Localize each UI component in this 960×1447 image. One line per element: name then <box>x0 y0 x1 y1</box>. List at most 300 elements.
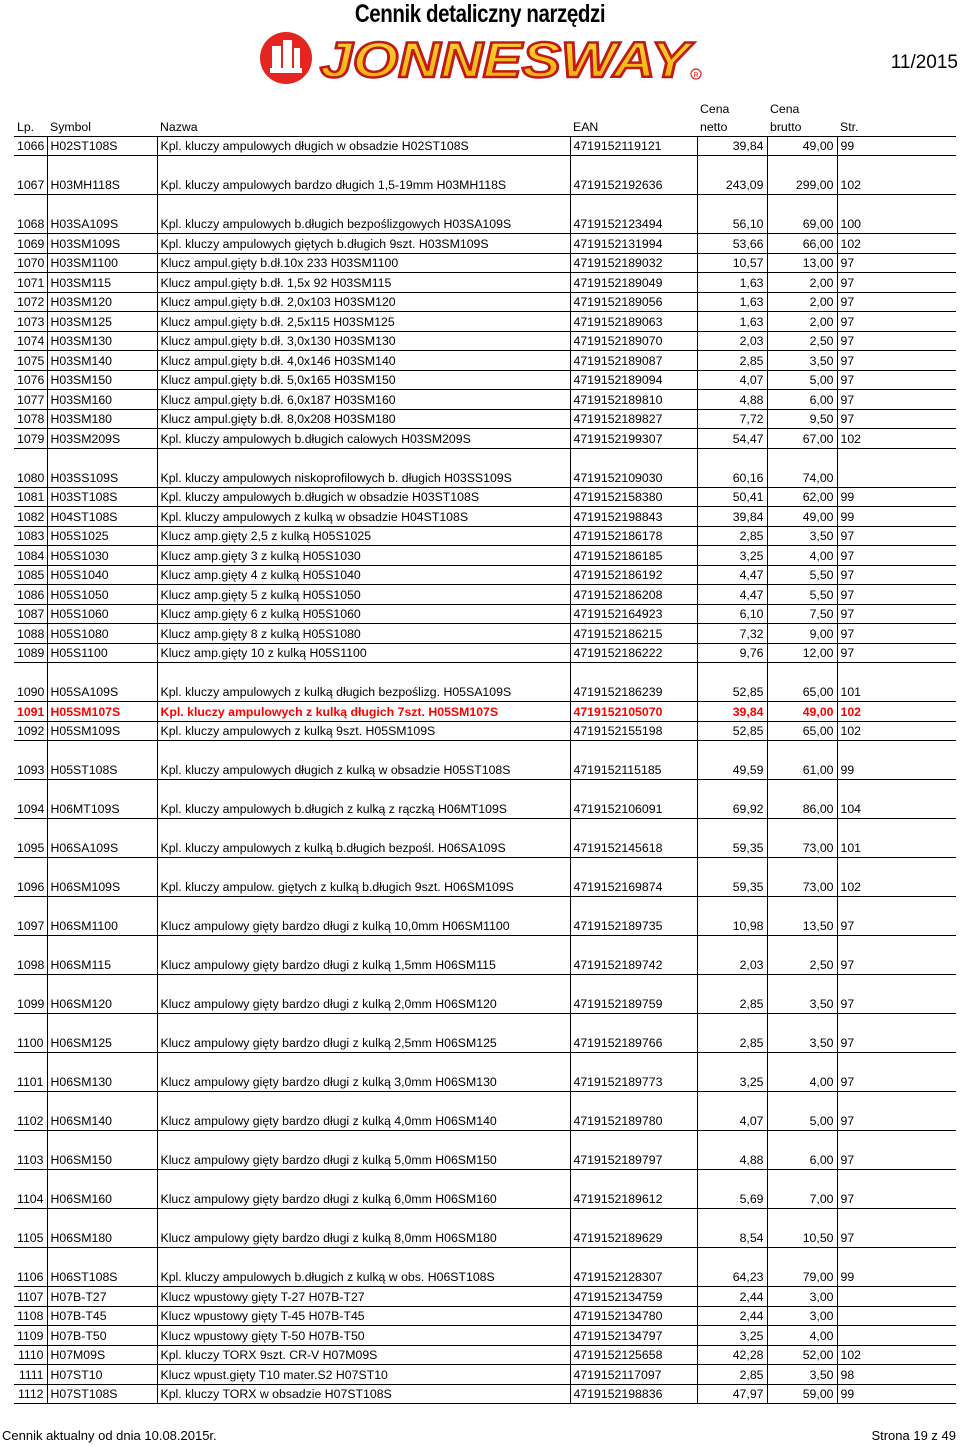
cell-lp: 1103 <box>14 1131 47 1170</box>
cell-str: 97 <box>837 1209 956 1248</box>
cell-symbol: H02ST108S <box>47 136 157 156</box>
table-row <box>14 585 956 605</box>
cell-brutto: 4,00 <box>767 1053 837 1092</box>
table-row <box>14 643 956 663</box>
cell-lp: 1082 <box>14 507 47 527</box>
col-header-brutto-bottom: brutto <box>770 119 802 134</box>
cell-str: 97 <box>837 1053 956 1092</box>
cell-lp: 1090 <box>14 663 47 702</box>
cell-nazwa: Klucz ampulowy gięty bardzo długi z kulką 3,0mm H06SM130 <box>157 1053 570 1092</box>
table-row <box>14 936 956 975</box>
col-header-lp: Lp. <box>14 96 47 136</box>
cell-ean: 4719152189070 <box>570 331 697 351</box>
cell-lp: 1083 <box>14 526 47 546</box>
cell-nazwa: Klucz ampulowy gięty bardzo długi z kulką 1,5mm H06SM115 <box>157 936 570 975</box>
table-row <box>14 1014 956 1053</box>
cell-lp: 1079 <box>14 429 47 449</box>
cell-ean: 4719152189797 <box>570 1131 697 1170</box>
issue-date: 11/2015 <box>890 52 958 73</box>
cell-nazwa: Klucz wpust.gięty T10 mater.S2 H07ST10 <box>157 1365 570 1385</box>
cell-str: 97 <box>837 1170 956 1209</box>
cell-symbol: H03SM180 <box>47 409 157 429</box>
cell-lp: 1069 <box>14 234 47 254</box>
cell-nazwa: Klucz amp.gięty 8 z kulką H05S1080 <box>157 624 570 644</box>
cell-netto: 6,10 <box>697 604 767 624</box>
cell-symbol: H05S1080 <box>47 624 157 644</box>
cell-netto: 2,03 <box>697 936 767 975</box>
cell-netto: 47,97 <box>697 1384 767 1404</box>
footer-validity: Cennik aktualny od dnia 10.08.2015r. <box>2 1428 217 1443</box>
cell-lp: 1070 <box>14 253 47 273</box>
cell-lp: 1084 <box>14 546 47 566</box>
cell-lp: 1097 <box>14 897 47 936</box>
cell-brutto: 62,00 <box>767 487 837 507</box>
cell-str: 104 <box>837 780 956 819</box>
cell-symbol: H03ST108S <box>47 487 157 507</box>
cell-netto: 2,85 <box>697 526 767 546</box>
cell-brutto: 5,00 <box>767 370 837 390</box>
cell-brutto: 3,00 <box>767 1287 837 1307</box>
cell-lp: 1078 <box>14 409 47 429</box>
cell-netto: 10,98 <box>697 897 767 936</box>
cell-brutto: 73,00 <box>767 858 837 897</box>
table-row <box>14 1365 956 1385</box>
cell-lp: 1080 <box>14 448 47 487</box>
cell-symbol: H06SM180 <box>47 1209 157 1248</box>
cell-nazwa: Klucz ampulowy gięty bardzo długi z kulką 5,0mm H06SM150 <box>157 1131 570 1170</box>
cell-brutto: 13,50 <box>767 897 837 936</box>
cell-symbol: H03SM130 <box>47 331 157 351</box>
document-title: Cennik detaliczny narzędzi <box>354 0 606 28</box>
cell-symbol: H07B-T45 <box>47 1306 157 1326</box>
cell-nazwa: Klucz ampul.gięty b.dł. 4,0x146 H03SM140 <box>157 351 570 371</box>
cell-nazwa: Kpl. kluczy ampulowych b.długich z kulką w obs. H06ST108S <box>157 1248 570 1287</box>
cell-ean: 4719152189766 <box>570 1014 697 1053</box>
cell-str: 97 <box>837 1014 956 1053</box>
cell-brutto: 299,00 <box>767 156 837 195</box>
cell-netto: 243,09 <box>697 156 767 195</box>
cell-netto: 1,63 <box>697 312 767 332</box>
cell-lp: 1092 <box>14 721 47 741</box>
col-header-netto <box>697 96 767 136</box>
cell-netto: 53,66 <box>697 234 767 254</box>
cell-str: 100 <box>837 195 956 234</box>
cell-netto: 2,85 <box>697 351 767 371</box>
cell-symbol: H03SM160 <box>47 390 157 410</box>
cell-ean: 4719152134759 <box>570 1287 697 1307</box>
cell-ean: 4719152189032 <box>570 253 697 273</box>
cell-nazwa: Klucz amp.gięty 2,5 z kulką H05S1025 <box>157 526 570 546</box>
page-header <box>0 0 960 95</box>
cell-nazwa: Kpl. kluczy TORX 9szt. CR-V H07M09S <box>157 1345 570 1365</box>
cell-lp: 1109 <box>14 1326 47 1346</box>
cell-nazwa: Klucz ampulowy gięty bardzo długi z kulką 8,0mm H06SM180 <box>157 1209 570 1248</box>
price-table <box>14 96 956 1404</box>
cell-brutto: 65,00 <box>767 721 837 741</box>
cell-str: 97 <box>837 585 956 605</box>
cell-nazwa: Kpl. kluczy ampulowych niskoprofilowych b. długich H03SS109S <box>157 448 570 487</box>
cell-brutto: 69,00 <box>767 195 837 234</box>
cell-brutto: 4,00 <box>767 546 837 566</box>
cell-ean: 4719152186239 <box>570 663 697 702</box>
table-row <box>14 819 956 858</box>
cell-ean: 4719152186185 <box>570 546 697 566</box>
cell-symbol: H06SM120 <box>47 975 157 1014</box>
cell-nazwa: Kpl. kluczy ampulowych długich w obsadzie H02ST108S <box>157 136 570 156</box>
cell-lp: 1095 <box>14 819 47 858</box>
cell-str: 97 <box>837 526 956 546</box>
cell-ean: 4719152189780 <box>570 1092 697 1131</box>
cell-lp: 1066 <box>14 136 47 156</box>
cell-str: 99 <box>837 487 956 507</box>
cell-brutto: 2,00 <box>767 292 837 312</box>
cell-netto: 3,25 <box>697 1053 767 1092</box>
cell-lp: 1110 <box>14 1345 47 1365</box>
cell-nazwa: Kpl. kluczy ampulowych z kulką długich 7szt. H05SM107S <box>157 702 570 722</box>
cell-netto: 4,07 <box>697 370 767 390</box>
cell-brutto: 9,00 <box>767 624 837 644</box>
cell-brutto: 73,00 <box>767 819 837 858</box>
cell-symbol: H06SM109S <box>47 858 157 897</box>
cell-brutto: 2,00 <box>767 273 837 293</box>
cell-ean: 4719152186178 <box>570 526 697 546</box>
cell-brutto: 2,50 <box>767 331 837 351</box>
cell-nazwa: Kpl. kluczy ampulowych z kulką w obsadzie H04ST108S <box>157 507 570 527</box>
cell-symbol: H06MT109S <box>47 780 157 819</box>
cell-brutto: 2,00 <box>767 312 837 332</box>
table-row <box>14 390 956 410</box>
cell-nazwa: Klucz ampulowy gięty bardzo długi z kulką 2,5mm H06SM125 <box>157 1014 570 1053</box>
cell-nazwa: Klucz wpustowy gięty T-45 H07B-T45 <box>157 1306 570 1326</box>
cell-ean: 4719152189773 <box>570 1053 697 1092</box>
table-row <box>14 1053 956 1092</box>
cell-netto: 2,85 <box>697 1014 767 1053</box>
cell-lp: 1077 <box>14 390 47 410</box>
table-row <box>14 156 956 195</box>
table-row <box>14 1209 956 1248</box>
cell-nazwa: Klucz amp.gięty 4 z kulką H05S1040 <box>157 565 570 585</box>
table-row <box>14 370 956 390</box>
cell-netto: 2,44 <box>697 1306 767 1326</box>
svg-text:R: R <box>693 72 699 79</box>
cell-lp: 1105 <box>14 1209 47 1248</box>
cell-symbol: H03MH118S <box>47 156 157 195</box>
cell-symbol: H03SM209S <box>47 429 157 449</box>
cell-brutto: 9,50 <box>767 409 837 429</box>
cell-lp: 1088 <box>14 624 47 644</box>
cell-nazwa: Klucz ampul.gięty b.dł.10x 233 H03SM1100 <box>157 253 570 273</box>
cell-ean: 4719152198836 <box>570 1384 697 1404</box>
cell-netto: 9,76 <box>697 643 767 663</box>
cell-ean: 4719152106091 <box>570 780 697 819</box>
table-row <box>14 292 956 312</box>
cell-netto: 52,85 <box>697 721 767 741</box>
cell-symbol: H07B-T50 <box>47 1326 157 1346</box>
cell-ean: 4719152189094 <box>570 370 697 390</box>
table-row <box>14 195 956 234</box>
cell-ean: 4719152189063 <box>570 312 697 332</box>
cell-str: 97 <box>837 370 956 390</box>
cell-lp: 1098 <box>14 936 47 975</box>
table-row <box>14 663 956 702</box>
cell-netto: 64,23 <box>697 1248 767 1287</box>
cell-symbol: H03SM120 <box>47 292 157 312</box>
cell-lp: 1108 <box>14 1306 47 1326</box>
cell-ean: 4719152105070 <box>570 702 697 722</box>
table-row <box>14 487 956 507</box>
cell-brutto: 67,00 <box>767 429 837 449</box>
cell-netto: 3,25 <box>697 546 767 566</box>
cell-netto: 39,84 <box>697 136 767 156</box>
col-header-str: Str. <box>837 96 956 136</box>
cell-symbol: H07ST10 <box>47 1365 157 1385</box>
cell-str: 97 <box>837 312 956 332</box>
cell-netto: 2,85 <box>697 1365 767 1385</box>
cell-symbol: H05S1040 <box>47 565 157 585</box>
cell-symbol: H05ST108S <box>47 741 157 780</box>
cell-symbol: H05SA109S <box>47 663 157 702</box>
cell-nazwa: Kpl. kluczy ampulowych b.długich bezpoślizgowych H03SA109S <box>157 195 570 234</box>
cell-brutto: 49,00 <box>767 702 837 722</box>
cell-ean: 4719152117097 <box>570 1365 697 1385</box>
cell-lp: 1089 <box>14 643 47 663</box>
cell-netto: 5,69 <box>697 1170 767 1209</box>
cell-ean: 4719152134797 <box>570 1326 697 1346</box>
cell-nazwa: Klucz ampulowy gięty bardzo długi z kulką 4,0mm H06SM140 <box>157 1092 570 1131</box>
cell-symbol: H06SM130 <box>47 1053 157 1092</box>
cell-symbol: H06SM1100 <box>47 897 157 936</box>
cell-ean: 4719152128307 <box>570 1248 697 1287</box>
cell-symbol: H03SM109S <box>47 234 157 254</box>
cell-ean: 4719152164923 <box>570 604 697 624</box>
cell-netto: 56,10 <box>697 195 767 234</box>
cell-brutto: 6,00 <box>767 390 837 410</box>
cell-ean: 4719152189056 <box>570 292 697 312</box>
cell-symbol: H05SM107S <box>47 702 157 722</box>
cell-lp: 1075 <box>14 351 47 371</box>
cell-brutto: 52,00 <box>767 1345 837 1365</box>
cell-lp: 1096 <box>14 858 47 897</box>
cell-nazwa: Klucz amp.gięty 10 z kulką H05S1100 <box>157 643 570 663</box>
col-header-nazwa: Nazwa <box>157 96 570 136</box>
table-row <box>14 409 956 429</box>
cell-netto: 50,41 <box>697 487 767 507</box>
cell-brutto: 59,00 <box>767 1384 837 1404</box>
cell-symbol: H07M09S <box>47 1345 157 1365</box>
cell-str: 102 <box>837 1345 956 1365</box>
cell-brutto: 86,00 <box>767 780 837 819</box>
cell-nazwa: Kpl. kluczy ampulowych b.długich z kulką z rączką H06MT109S <box>157 780 570 819</box>
cell-symbol: H06ST108S <box>47 1248 157 1287</box>
cell-nazwa: Klucz ampul.gięty b.dł. 3,0x130 H03SM130 <box>157 331 570 351</box>
cell-lp: 1106 <box>14 1248 47 1287</box>
cell-str: 99 <box>837 136 956 156</box>
cell-str: 97 <box>837 936 956 975</box>
table-row <box>14 604 956 624</box>
cell-ean: 4719152198843 <box>570 507 697 527</box>
cell-symbol: H07B-T27 <box>47 1287 157 1307</box>
cell-brutto: 12,00 <box>767 643 837 663</box>
cell-netto: 49,59 <box>697 741 767 780</box>
cell-ean: 4719152189049 <box>570 273 697 293</box>
col-header-symbol: Symbol <box>47 96 157 136</box>
cell-lp: 1093 <box>14 741 47 780</box>
table-row <box>14 448 956 487</box>
cell-str <box>837 1287 956 1307</box>
cell-lp: 1112 <box>14 1384 47 1404</box>
cell-symbol: H05S1025 <box>47 526 157 546</box>
cell-str: 102 <box>837 156 956 195</box>
cell-str: 99 <box>837 507 956 527</box>
cell-nazwa: Klucz wpustowy gięty T-50 H07B-T50 <box>157 1326 570 1346</box>
cell-netto: 60,16 <box>697 448 767 487</box>
table-row <box>14 1345 956 1365</box>
cell-ean: 4719152189810 <box>570 390 697 410</box>
cell-symbol: H06SM160 <box>47 1170 157 1209</box>
col-header-brutto <box>767 96 837 136</box>
cell-lp: 1068 <box>14 195 47 234</box>
cell-netto: 39,84 <box>697 507 767 527</box>
cell-str <box>837 448 956 487</box>
cell-str: 101 <box>837 663 956 702</box>
cell-ean: 4719152189087 <box>570 351 697 371</box>
cell-brutto: 6,00 <box>767 1131 837 1170</box>
table-row <box>14 351 956 371</box>
table-row <box>14 429 956 449</box>
cell-lp: 1086 <box>14 585 47 605</box>
cell-lp: 1076 <box>14 370 47 390</box>
table-row <box>14 1170 956 1209</box>
cell-brutto: 3,50 <box>767 351 837 371</box>
table-row <box>14 546 956 566</box>
cell-netto: 69,92 <box>697 780 767 819</box>
cell-nazwa: Klucz ampul.gięty b.dł. 2,5x115 H03SM125 <box>157 312 570 332</box>
cell-brutto: 5,50 <box>767 585 837 605</box>
cell-netto: 7,32 <box>697 624 767 644</box>
table-row <box>14 721 956 741</box>
cell-symbol: H03SM1100 <box>47 253 157 273</box>
table-row <box>14 565 956 585</box>
cell-lp: 1101 <box>14 1053 47 1092</box>
cell-netto: 10,57 <box>697 253 767 273</box>
cell-lp: 1099 <box>14 975 47 1014</box>
col-header-brutto-top: Cena <box>770 101 800 116</box>
table-row <box>14 624 956 644</box>
cell-ean: 4719152186208 <box>570 585 697 605</box>
cell-lp: 1085 <box>14 565 47 585</box>
cell-ean: 4719152186215 <box>570 624 697 644</box>
price-table-body <box>14 136 956 1404</box>
cell-nazwa: Klucz wpustowy gięty T-27 H07B-T27 <box>157 1287 570 1307</box>
cell-lp: 1100 <box>14 1014 47 1053</box>
cell-nazwa: Klucz amp.gięty 5 z kulką H05S1050 <box>157 585 570 605</box>
cell-ean: 4719152131994 <box>570 234 697 254</box>
cell-brutto: 74,00 <box>767 448 837 487</box>
cell-str: 98 <box>837 1365 956 1385</box>
col-header-netto-bottom: netto <box>700 119 728 134</box>
cell-brutto: 13,00 <box>767 253 837 273</box>
cell-str: 99 <box>837 1248 956 1287</box>
table-row <box>14 526 956 546</box>
table-row <box>14 331 956 351</box>
footer-page-number: Strona 19 z 49 <box>871 1428 956 1443</box>
table-row <box>14 253 956 273</box>
cell-symbol: H03SA109S <box>47 195 157 234</box>
cell-ean: 4719152186192 <box>570 565 697 585</box>
cell-lp: 1094 <box>14 780 47 819</box>
cell-brutto: 7,00 <box>767 1170 837 1209</box>
cell-netto: 52,85 <box>697 663 767 702</box>
cell-ean: 4719152189629 <box>570 1209 697 1248</box>
jonnesway-logo <box>258 30 706 86</box>
table-row <box>14 507 956 527</box>
cell-netto: 3,25 <box>697 1326 767 1346</box>
cell-str: 102 <box>837 702 956 722</box>
cell-brutto: 3,00 <box>767 1306 837 1326</box>
cell-brutto: 49,00 <box>767 507 837 527</box>
cell-str: 102 <box>837 721 956 741</box>
cell-netto: 59,35 <box>697 858 767 897</box>
cell-symbol: H07ST108S <box>47 1384 157 1404</box>
cell-brutto: 3,50 <box>767 975 837 1014</box>
cell-lp: 1102 <box>14 1092 47 1131</box>
table-row <box>14 780 956 819</box>
cell-brutto: 5,50 <box>767 565 837 585</box>
cell-ean: 4719152158380 <box>570 487 697 507</box>
brand-emblem-icon <box>260 32 312 84</box>
cell-lp: 1104 <box>14 1170 47 1209</box>
cell-nazwa: Kpl. kluczy TORX w obsadzie H07ST108S <box>157 1384 570 1404</box>
cell-str: 97 <box>837 643 956 663</box>
table-row <box>14 234 956 254</box>
cell-ean: 4719152169874 <box>570 858 697 897</box>
cell-str: 99 <box>837 1384 956 1404</box>
cell-nazwa: Klucz ampulowy gięty bardzo długi z kulką 2,0mm H06SM120 <box>157 975 570 1014</box>
cell-symbol: H03SM125 <box>47 312 157 332</box>
cell-nazwa: Klucz amp.gięty 3 z kulką H05S1030 <box>157 546 570 566</box>
cell-str: 97 <box>837 624 956 644</box>
table-row <box>14 975 956 1014</box>
cell-nazwa: Klucz ampulowy gięty bardzo długi z kulką 6,0mm H06SM160 <box>157 1170 570 1209</box>
table-row <box>14 273 956 293</box>
cell-netto: 4,47 <box>697 565 767 585</box>
cell-symbol: H03SM115 <box>47 273 157 293</box>
cell-nazwa: Kpl. kluczy ampulowych z kulką 9szt. H05SM109S <box>157 721 570 741</box>
cell-ean: 4719152189827 <box>570 409 697 429</box>
cell-ean: 4719152155198 <box>570 721 697 741</box>
cell-symbol: H06SM140 <box>47 1092 157 1131</box>
cell-str: 102 <box>837 858 956 897</box>
cell-ean: 4719152189742 <box>570 936 697 975</box>
cell-symbol: H05S1030 <box>47 546 157 566</box>
cell-brutto: 2,50 <box>767 936 837 975</box>
cell-netto: 2,44 <box>697 1287 767 1307</box>
cell-lp: 1107 <box>14 1287 47 1307</box>
cell-brutto: 3,50 <box>767 1365 837 1385</box>
cell-netto: 1,63 <box>697 273 767 293</box>
cell-nazwa: Kpl. kluczy ampulowych bardzo długich 1,5-19mm H03MH118S <box>157 156 570 195</box>
cell-str <box>837 1306 956 1326</box>
cell-lp: 1111 <box>14 1365 47 1385</box>
cell-symbol: H03SS109S <box>47 448 157 487</box>
table-row <box>14 1306 956 1326</box>
cell-ean: 4719152119121 <box>570 136 697 156</box>
cell-netto: 39,84 <box>697 702 767 722</box>
cell-nazwa: Kpl. kluczy ampulow. giętych z kulką b.długich 9szt. H06SM109S <box>157 858 570 897</box>
cell-nazwa: Kpl. kluczy ampulowych giętych b.długich 9szt. H03SM109S <box>157 234 570 254</box>
table-row <box>14 136 956 156</box>
cell-ean: 4719152186222 <box>570 643 697 663</box>
